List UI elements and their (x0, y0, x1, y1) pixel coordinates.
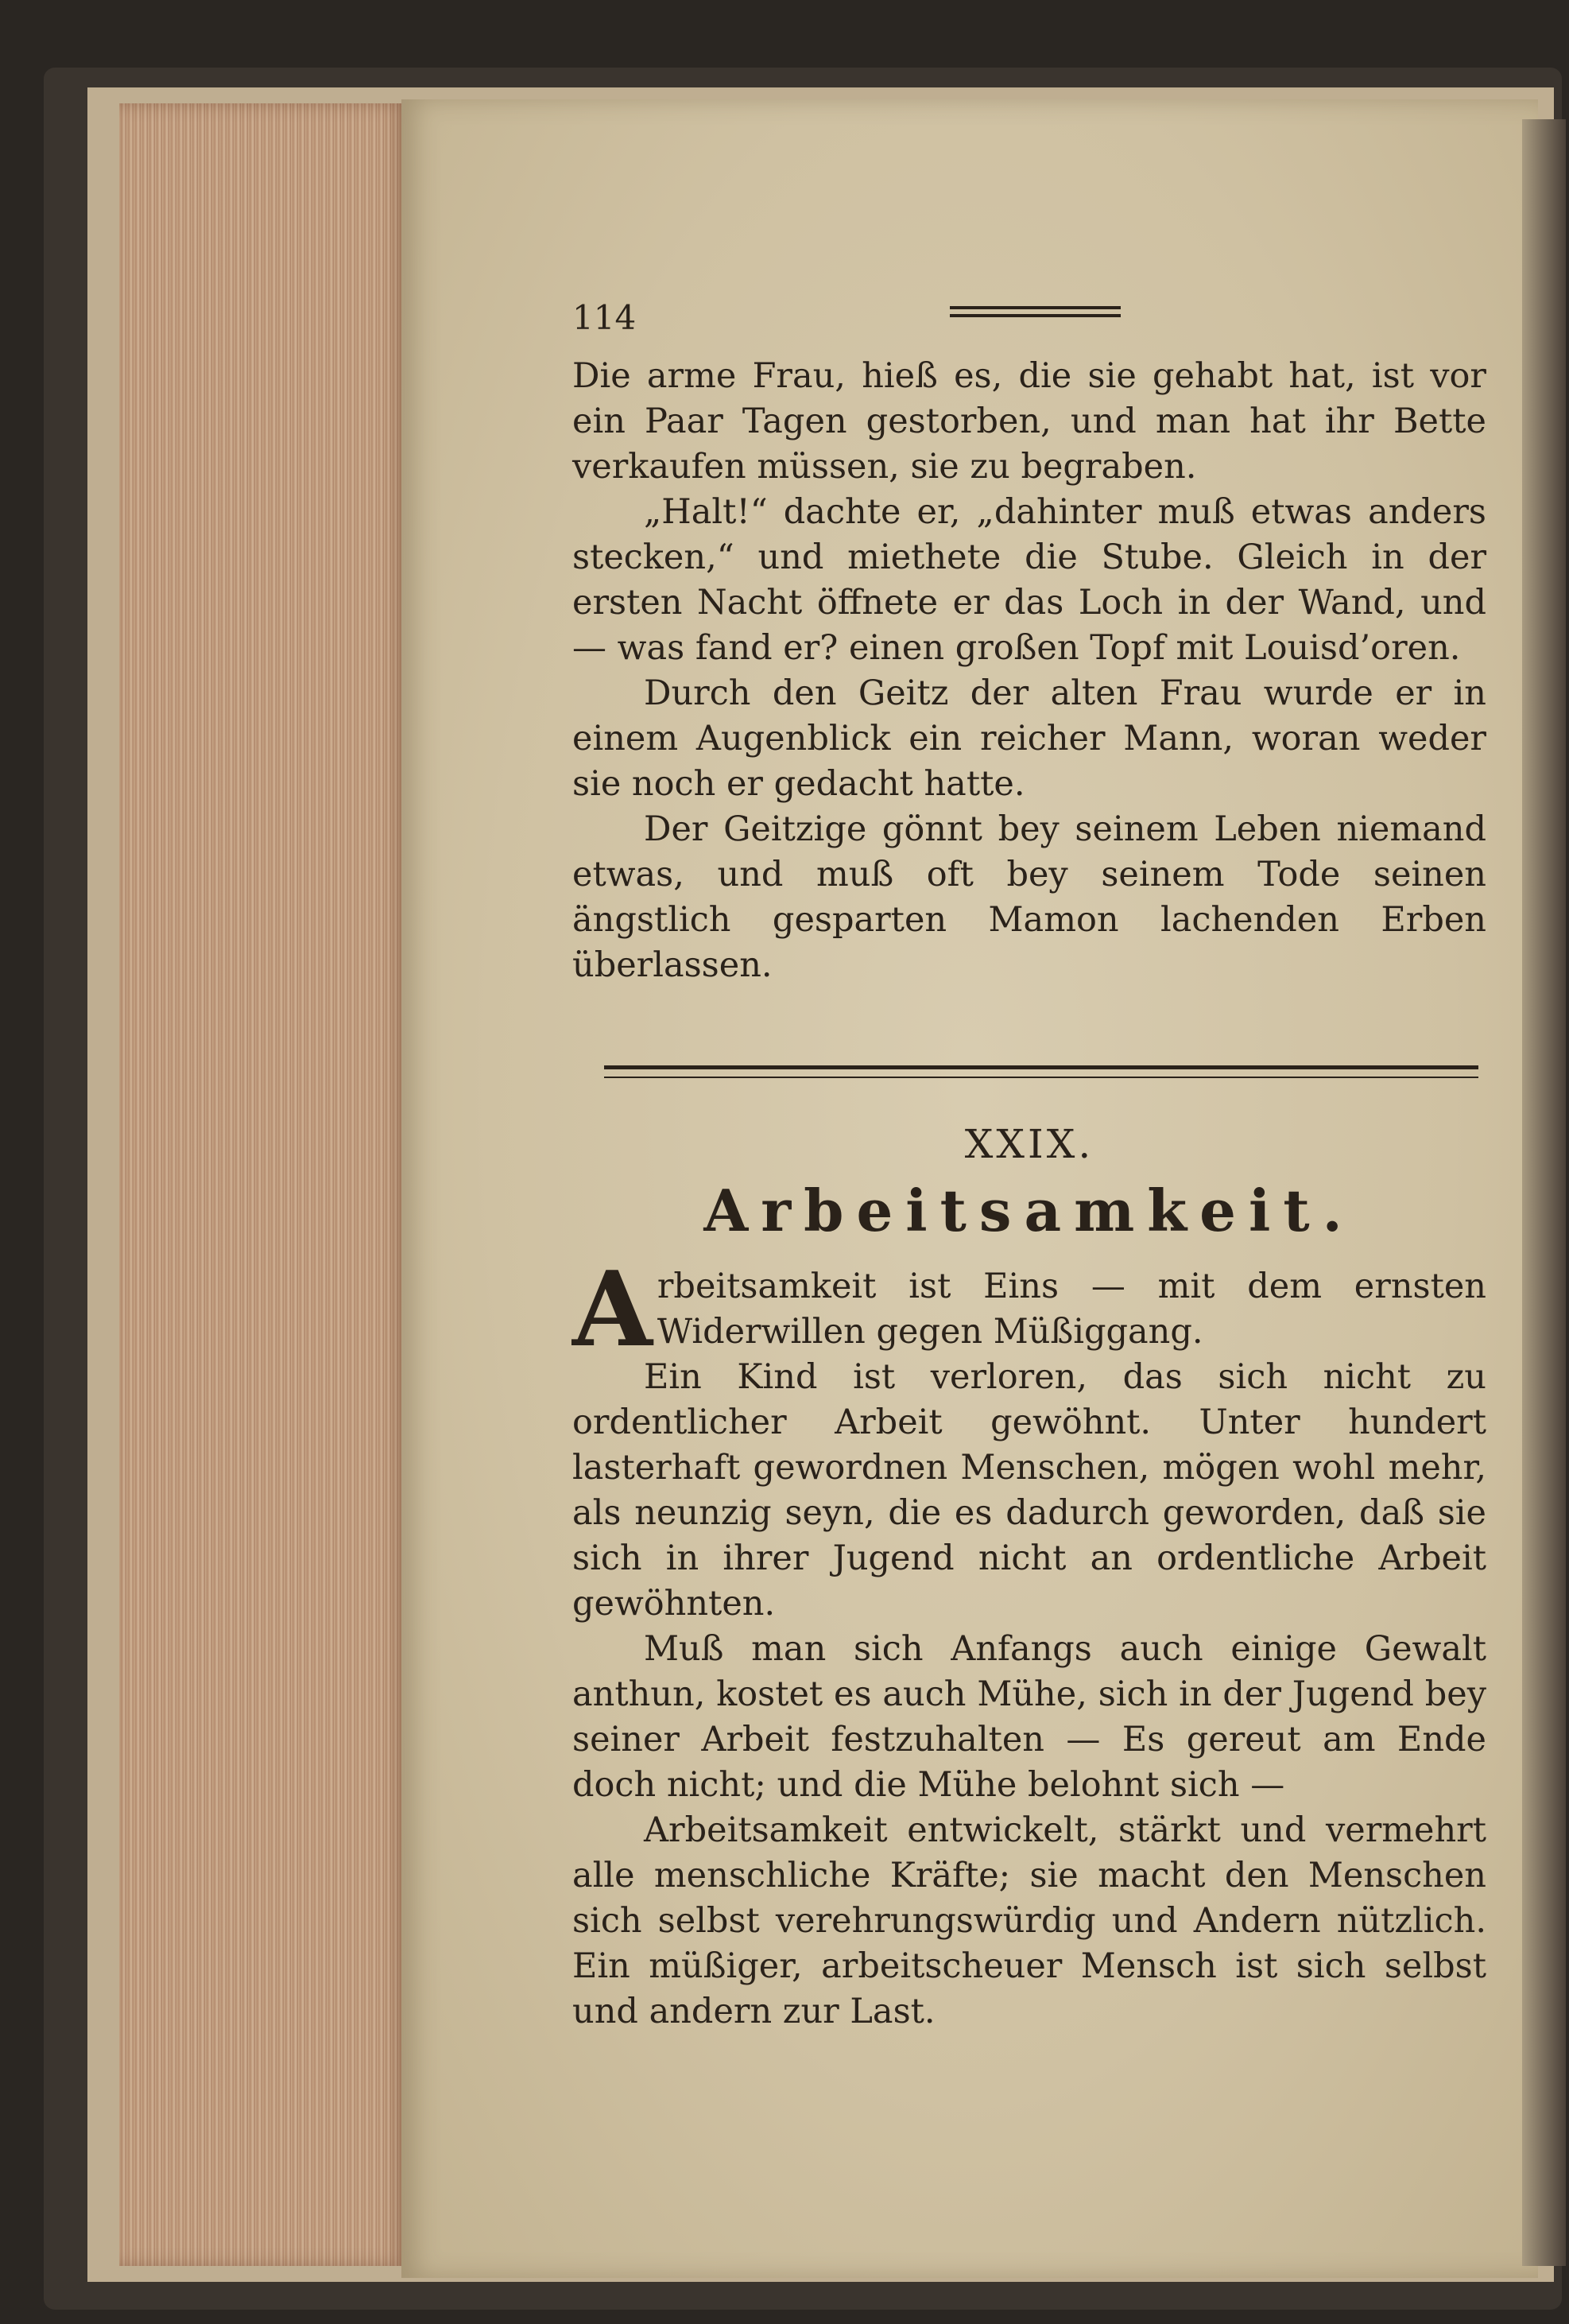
paragraph: Arbeitsamkeit entwickelt, stärkt und vermehrt alle menschliche Kräfte; sie macht den Menschen sich selbst verehrungswürdig und Andern nützlich. Ein müßiger, arbeitscheuer Mensch ist sich selbst und andern zur Last. (572, 1810, 1486, 2031)
first-paragraph (572, 1248, 1486, 1370)
gutter-shadow (1522, 119, 1566, 2266)
paragraph: Muß man sich Anfangs auch einige Gewalt anthun, kostet es auch Mühe, sich in der Jugend bey seiner Arbeit festzuhalten — Es gereut am Ende doch nicht; und die Mühe belohnt sich — (572, 1629, 1486, 1805)
paragraph: Durch den Geitz der alten Frau wurde er in einem Augenblick ein reicher Mann, woran weder sie noch er gedacht hatte. (572, 673, 1486, 804)
section-title: Arbeitsamkeit. (703, 1177, 1355, 1244)
page-edges (119, 103, 405, 2266)
top-text-block (572, 354, 1486, 988)
paragraph: Die arme Frau, hieß es, die sie gehabt hat, ist vor ein Paar Tagen gestorben, und man hat ihr Bette verkaufen müssen, sie zu begraben. (572, 356, 1486, 487)
drop-cap: A (572, 1248, 653, 1370)
section-divider-rule (604, 1065, 1478, 1078)
section-numeral: XXIX. (964, 1121, 1094, 1167)
paragraph: „Halt!“ dachte er, „dahinter muß etwas anders stecken,“ und miethete die Stube. Gleich in der ersten Nacht öffnete er das Loch in der Wand, und — was fand er? einen großen Topf mit Louisd’oren. (572, 492, 1486, 668)
header-ornament-rule (950, 306, 1121, 317)
paragraph: Der Geitzige gönnt bey seinem Leben niemand etwas, und muß oft bey seinem Tode seinen ängstlich gesparten Mamon lachenden Erben überlassen. (572, 809, 1486, 985)
section-text-block (572, 1248, 1486, 2035)
first-paragraph-text: rbeitsamkeit ist Eins — mit dem ernsten Widerwillen gegen Müßiggang. (657, 1267, 1486, 1352)
paragraph: Ein Kind ist verloren, das sich nicht zu ordentlicher Arbeit gewöhnt. Unter hundert lasterhaft gewordnen Menschen, mögen wohl mehr, als neunzig seyn, die es dadurch geworden, daß sie sich in ihrer Jugend nicht an ordentliche Arbeit gewöhnten. (572, 1357, 1486, 1624)
page-number: 114 (572, 298, 637, 337)
